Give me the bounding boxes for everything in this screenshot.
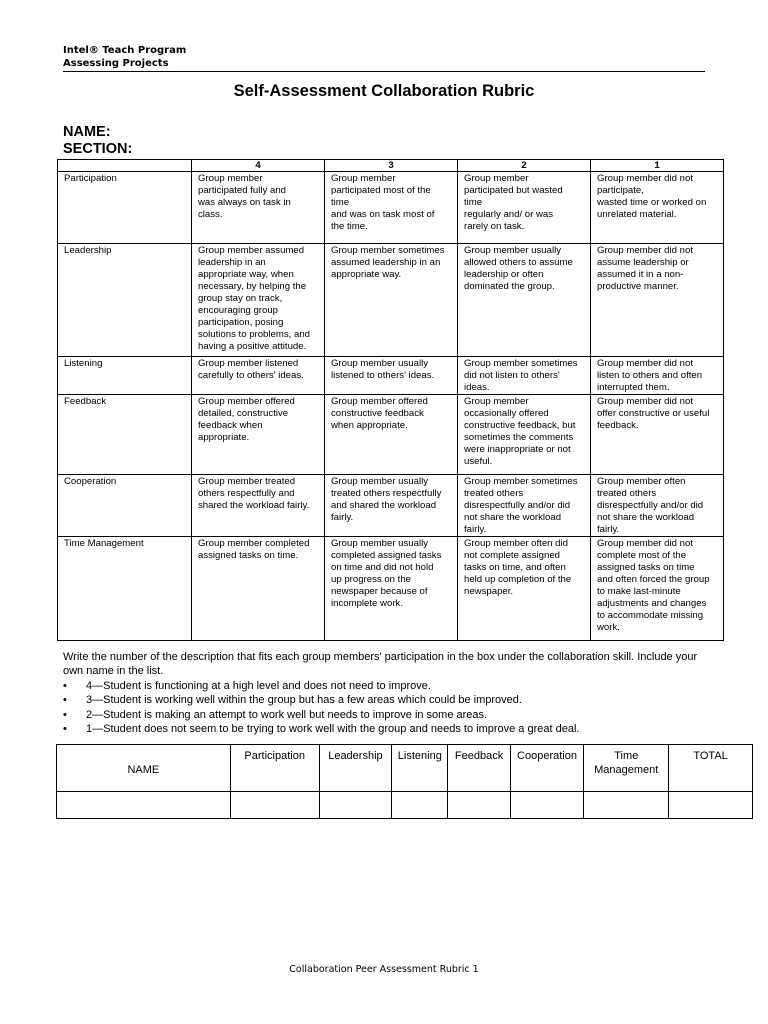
peer-header-participation: Participation	[230, 745, 319, 792]
rubric-cell: Group member usually allowed others to assume leadership or often dominated the group.	[458, 244, 591, 357]
rubric-criterion: Participation	[58, 172, 192, 244]
score-legend-item	[63, 679, 713, 693]
rubric-criterion: Time Management	[58, 537, 192, 641]
peer-entry-feedback[interactable]	[448, 792, 510, 819]
rubric-table	[57, 159, 724, 641]
peer-entry-name[interactable]	[57, 792, 231, 819]
peer-header-total: TOTAL	[669, 745, 753, 792]
page-title: Self-Assessment Collaboration Rubric	[233, 82, 535, 100]
rubric-cell: Group member often treated others disrespectfully and/or did not share the workload fairly.	[591, 475, 724, 537]
rubric-row	[58, 357, 724, 395]
rubric-row	[58, 537, 724, 641]
program-name: Intel® Teach Program	[63, 45, 187, 56]
bullet-icon: •	[63, 723, 67, 736]
rubric-cell: Group member sometimes did not listen to others' ideas.	[458, 357, 591, 395]
rubric-header-row	[58, 160, 724, 172]
rubric-cell: Group member usually completed assigned tasks on time and did not hold up progress on the newspaper because of incomplete work.	[325, 537, 458, 641]
rubric-header-cell	[58, 160, 192, 172]
score-legend-text: 3—Student is working well within the group but has a few areas which could be improved.	[86, 694, 522, 707]
rubric-row	[58, 395, 724, 475]
rubric-cell: Group member participated fully and was always on task in class.	[192, 172, 325, 244]
peer-header-cooperation: Cooperation	[510, 745, 584, 792]
rubric-header-cell: 2	[458, 160, 591, 172]
rubric-cell: Group member did not assume leadership or assumed it in a non- productive manner.	[591, 244, 724, 357]
rubric-cell: Group member assumed leadership in an appropriate way, when necessary, by helping the group stay on track, encouraging group participation, posing solutions to problems, and having a positive attitude.	[192, 244, 325, 357]
rubric-cell: Group member participated most of the time and was on task most of the time.	[325, 172, 458, 244]
rubric-cell: Group member did not offer constructive or useful feedback.	[591, 395, 724, 475]
peer-entry-row	[57, 792, 753, 819]
peer-header-listening: Listening	[392, 745, 448, 792]
peer-entry-cooperation[interactable]	[510, 792, 584, 819]
score-legend	[63, 679, 713, 737]
document-header	[63, 44, 705, 72]
bullet-icon: •	[63, 708, 67, 721]
name-label: NAME:	[63, 124, 111, 140]
rubric-criterion: Feedback	[58, 395, 192, 475]
score-legend-text: 1—Student does not seem to be trying to work well with the group and needs to improve a great deal.	[86, 723, 580, 736]
rubric-criterion: Cooperation	[58, 475, 192, 537]
peer-assessment-table	[56, 744, 753, 819]
score-legend-text: 2—Student is making an attempt to work well but needs to improve in some areas.	[86, 708, 488, 721]
rubric-cell: Group member usually listened to others' ideas.	[325, 357, 458, 395]
rubric-cell: Group member listened carefully to others' ideas.	[192, 357, 325, 395]
instructions	[63, 650, 713, 736]
rubric-cell: Group member participated but wasted time regularly and/ or was rarely on task.	[458, 172, 591, 244]
rubric-row	[58, 172, 724, 244]
peer-header-feedback: Feedback	[448, 745, 510, 792]
peer-header-row	[57, 745, 753, 792]
peer-entry-time-management[interactable]	[584, 792, 669, 819]
peer-entry-total[interactable]	[669, 792, 753, 819]
student-info	[63, 124, 132, 158]
rubric-criterion: Listening	[58, 357, 192, 395]
rubric-header-cell: 3	[325, 160, 458, 172]
rubric-cell: Group member often did not complete assigned tasks on time, and often held up completion of the newspaper.	[458, 537, 591, 641]
rubric-cell: Group member completed assigned tasks on time.	[192, 537, 325, 641]
rubric-cell: Group member treated others respectfully and shared the workload fairly.	[192, 475, 325, 537]
peer-header-name: NAME	[57, 745, 231, 792]
rubric-cell: Group member sometimes treated others disrespectfully and/or did not share the workload fairly.	[458, 475, 591, 537]
score-legend-item	[63, 722, 713, 736]
rubric-cell: Group member did not complete most of the assigned tasks on time and often forced the group to make last-minute adjustments and changes to accommodate missing work.	[591, 537, 724, 641]
rubric-header-cell: 4	[192, 160, 325, 172]
peer-header-time-management: Time Management	[584, 745, 669, 792]
header-subtitle: Assessing Projects	[63, 58, 169, 69]
rubric-cell: Group member did not participate, wasted time or worked on unrelated material.	[591, 172, 724, 244]
peer-entry-leadership[interactable]	[319, 792, 392, 819]
rubric-cell: Group member occasionally offered constructive feedback, but sometimes the comments were inappropriate or not useful.	[458, 395, 591, 475]
rubric-row	[58, 244, 724, 357]
rubric-cell: Group member sometimes assumed leadership in an appropriate way.	[325, 244, 458, 357]
rubric-cell: Group member usually treated others respectfully and shared the workload fairly.	[325, 475, 458, 537]
peer-entry-participation[interactable]	[230, 792, 319, 819]
peer-entry-listening[interactable]	[392, 792, 448, 819]
rubric-header-cell: 1	[591, 160, 724, 172]
header-block	[63, 44, 705, 72]
rubric-cell: Group member did not listen to others and often interrupted them.	[591, 357, 724, 395]
rubric-cell: Group member offered constructive feedback when appropriate.	[325, 395, 458, 475]
bullet-icon: •	[63, 694, 67, 707]
section-label: SECTION:	[63, 141, 133, 157]
score-legend-item	[63, 708, 713, 722]
rubric-row	[58, 475, 724, 537]
rubric-criterion: Leadership	[58, 244, 192, 357]
score-legend-text: 4—Student is functioning at a high level and does not need to improve.	[86, 679, 431, 692]
instructions-text: Write the number of the description that fits each group members' participation in the box under the collaboration skill. Include your own name in the list.	[63, 651, 698, 678]
bullet-icon: •	[63, 679, 67, 692]
page-footer: Collaboration Peer Assessment Rubric 1	[289, 964, 479, 975]
rubric-cell: Group member offered detailed, constructive feedback when appropriate.	[192, 395, 325, 475]
score-legend-item	[63, 693, 713, 707]
peer-header-leadership: Leadership	[319, 745, 392, 792]
